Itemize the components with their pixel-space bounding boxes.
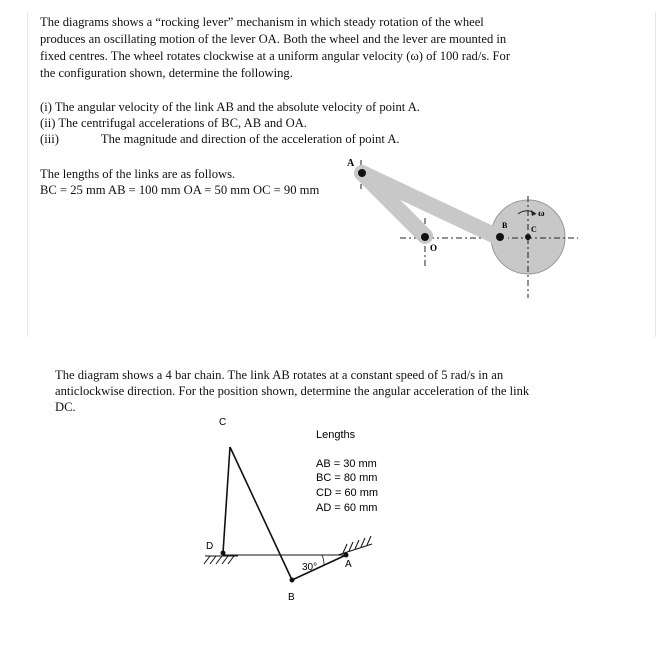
label-a: A (345, 559, 352, 570)
problem1-intro-line: fixed centres. The wheel rotates clockwise at a uniform angular velocity (ω) of 100 rad/s. For (40, 49, 511, 63)
label-angle: 30° (302, 562, 318, 573)
problem2-intro-line: DC. (55, 400, 76, 414)
lengths-line: BC = 25 mm AB = 100 mm OA = 50 mm OC = 90 mm (40, 183, 320, 197)
problem1-lengths (40, 166, 319, 198)
joint-a (344, 553, 349, 558)
angle-arc (322, 555, 324, 565)
problem1-intro-line: The diagrams shows a “rocking lever” mechanism in which steady rotation of the wheel (40, 15, 484, 29)
problem2-intro-line: anticlockwise direction. For the position shown, determine the angular acceleration of the link (55, 384, 530, 398)
label-c: C (531, 225, 537, 234)
pin-b (496, 233, 504, 241)
link-ba (292, 555, 346, 580)
joint-b (290, 578, 295, 583)
problem1-intro-line: produces an oscillating motion of the lever OA. Both the wheel and the lever are mounted in (40, 32, 507, 46)
length-ad: AD = 60 mm (316, 502, 378, 514)
label-d: D (206, 541, 214, 552)
question-item (40, 131, 420, 147)
label-b: B (502, 221, 508, 230)
pin-c (525, 234, 531, 240)
length-ab: AB = 30 mm (316, 458, 377, 470)
ground-a (338, 544, 372, 555)
joint-d (221, 551, 226, 556)
question-number: (iii) (40, 132, 59, 146)
link-cb (230, 447, 292, 580)
link-dc (223, 447, 230, 553)
four-bar-chain-diagram (190, 408, 420, 608)
label-a: A (347, 158, 355, 169)
pin-a (358, 169, 366, 177)
question-text: The angular velocity of the link AB and the absolute velocity of point A. (54, 100, 420, 114)
question-item (40, 115, 420, 131)
problem1-questions (40, 99, 420, 147)
label-c: C (219, 417, 227, 428)
problem2-intro-line: The diagram shows a 4 bar chain. The link AB rotates at a constant speed of 5 rad/s in an (55, 368, 504, 382)
question-text: The centrifugal accelerations of BC, AB and OA. (58, 116, 307, 130)
question-number: (ii) (40, 116, 56, 130)
question-text: The magnitude and direction of the acceleration of point A. (100, 132, 400, 146)
ground-a-hatch (343, 536, 371, 553)
question-number: (i) (40, 100, 52, 114)
link-ab (362, 173, 500, 238)
problem1-intro (40, 14, 530, 82)
question-item (40, 99, 420, 115)
left-margin-rule (27, 12, 28, 337)
pin-o (421, 233, 429, 241)
label-o: O (430, 243, 438, 253)
label-b: B (288, 592, 295, 603)
length-cd: CD = 60 mm (316, 487, 379, 499)
problem1-intro-line: the configuration shown, determine the following. (40, 66, 293, 80)
right-margin-rule (655, 12, 656, 337)
rocking-lever-diagram (330, 150, 590, 305)
lengths-heading: The lengths of the links are as follows. (40, 167, 236, 181)
label-omega: ω (538, 208, 545, 218)
ground-d-hatch (204, 556, 234, 564)
length-bc: BC = 80 mm (316, 472, 378, 484)
lengths-title: Lengths (316, 429, 356, 441)
